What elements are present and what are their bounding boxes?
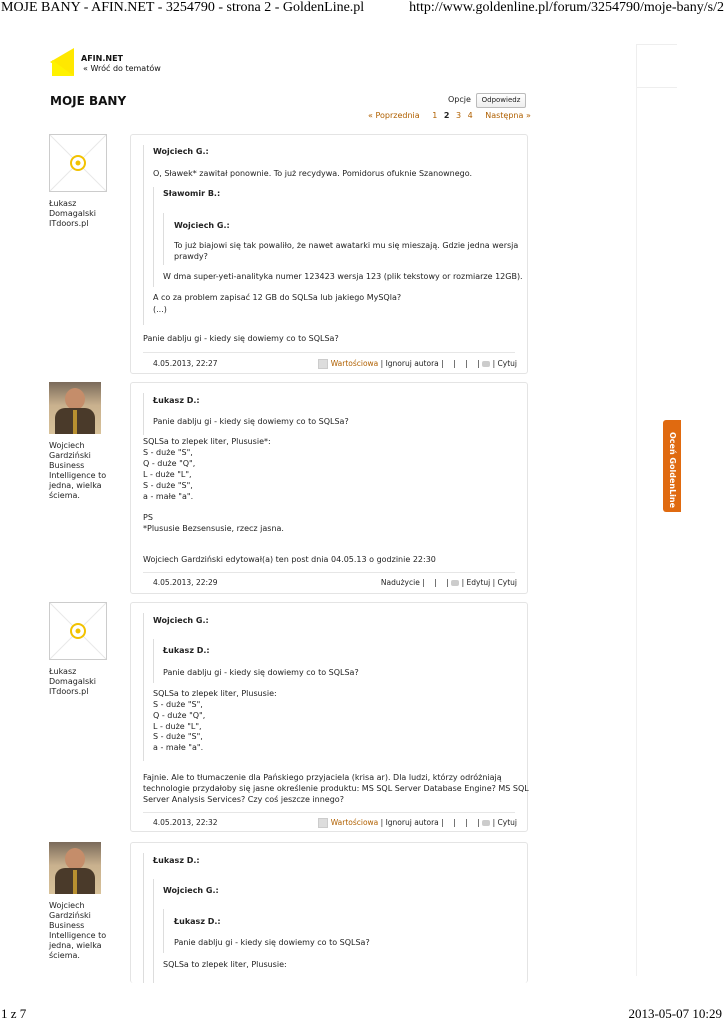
author-avatar-photo[interactable] <box>49 382 101 434</box>
forum-post <box>130 134 528 374</box>
forum-post <box>130 602 528 832</box>
forum-post <box>130 842 528 983</box>
author-description: Business Intelligence to jedna, wielka ściema. <box>49 461 107 500</box>
quote-text: Panie dablju gi - kiedy się dowiemy co to SQLSa? <box>153 417 349 426</box>
ignore-author-link[interactable]: Ignoruj autora <box>385 359 439 368</box>
quote-author: Łukasz D.: <box>174 917 221 926</box>
quote-author: Sławomir B.: <box>163 189 221 198</box>
print-footer <box>0 1006 724 1024</box>
quote-text: a - małe "a". <box>153 743 204 752</box>
post-body-line: Server Analysis Services? Czy coś jeszcze innego? <box>143 795 344 804</box>
quote-text: Panie dablju gi - kiedy się dowiemy co to SQLSa? <box>174 938 370 947</box>
back-to-topics-link[interactable]: « Wróć do tematów <box>83 64 161 73</box>
print-page-title: MOJE BANY - AFIN.NET - 3254790 - strona 2 - GoldenLine.pl <box>1 0 365 15</box>
post-date: 4.05.2013, 22:27 <box>153 359 218 368</box>
quote-author: Wojciech G.: <box>153 147 209 156</box>
group-logo-accent-icon <box>52 60 74 76</box>
quote-text: S - duże "S", <box>153 700 203 709</box>
post-body-line: PS <box>143 513 153 522</box>
author-name-link[interactable]: Łukasz Domagalski <box>49 199 96 218</box>
cite-link[interactable]: Cytuj <box>497 818 517 827</box>
pager-page-3[interactable]: 3 <box>455 111 462 120</box>
share-icon[interactable] <box>451 580 459 586</box>
pager-next-link[interactable]: Następna » <box>485 111 531 120</box>
post-author-info <box>49 441 111 501</box>
author-description: Business Intelligence to jedna, wielka ściema. <box>49 921 107 960</box>
share-icon[interactable] <box>482 361 490 367</box>
pagination <box>368 111 535 120</box>
author-company: ITdoors.pl <box>49 687 89 696</box>
rate-goldenline-tab[interactable] <box>663 420 681 512</box>
print-page-number: 1 z 7 <box>1 1006 27 1021</box>
quote-text: O, Sławek* zawitał ponownie. To już recydywa. Pomidorus ofuknie Szanownego. <box>153 169 473 178</box>
post-author-info <box>49 667 111 697</box>
pager-page-2-current: 2 <box>443 111 450 120</box>
post-body-line: Q - duże "Q", <box>143 459 196 468</box>
author-name-link[interactable]: Wojciech Gardziński <box>49 901 91 920</box>
quote-author: Wojciech G.: <box>163 886 219 895</box>
quote-author: Wojciech G.: <box>174 221 230 230</box>
options-link[interactable]: Opcje <box>448 95 471 104</box>
default-avatar-icon <box>50 603 106 659</box>
post-body: Panie dablju gi - kiedy się dowiemy co to SQLSa? <box>143 334 339 343</box>
edit-link[interactable]: Edytuj <box>466 578 491 587</box>
print-datetime: 2013-05-07 10:29 <box>628 1006 722 1021</box>
post-body-line: a - małe "a". <box>143 492 194 501</box>
right-panel-box <box>636 44 677 88</box>
quote-text: (...) <box>153 305 167 314</box>
post-body-line: SQLSa to zlepek liter, Plususie*: <box>143 437 271 446</box>
post-date: 4.05.2013, 22:29 <box>153 578 218 587</box>
post-body-line: Fajnie. Ale to tłumaczenie dla Pańskiego przyjaciela (krisa ar). Dla ludzi, którzy odróżniają <box>143 773 502 782</box>
cite-link[interactable]: Cytuj <box>497 359 517 368</box>
plus-icon <box>318 359 328 369</box>
post-body-line: S - duże "S", <box>143 448 193 457</box>
post-author-info <box>49 901 111 961</box>
avatar-placeholder[interactable] <box>49 134 107 192</box>
group-name[interactable]: AFIN.NET <box>81 54 123 63</box>
cite-link[interactable]: Cytuj <box>497 578 517 587</box>
default-avatar-icon <box>50 135 106 191</box>
post-body-line: S - duże "S", <box>143 481 193 490</box>
quote-text: prawdy? <box>174 252 208 261</box>
right-divider <box>636 86 637 976</box>
quote-author: Łukasz D.: <box>153 396 200 405</box>
rate-goldenline-label: Oceń GoldenLine <box>668 431 677 509</box>
quote-author: Łukasz D.: <box>163 646 210 655</box>
quote-text: Q - duże "Q", <box>153 711 206 720</box>
quote-text: SQLSa to zlepek liter, Plususie: <box>163 960 287 969</box>
reply-button[interactable]: Odpowiedz <box>476 93 526 108</box>
quote-text: To już biajowi się tak powaliło, że nawet awatarki mu się mieszają. Gdzie jedna wersja <box>174 241 519 250</box>
pager-prev-link[interactable]: « Poprzednia <box>368 111 420 120</box>
quote-author: Łukasz D.: <box>153 856 200 865</box>
quote-author: Wojciech G.: <box>153 616 209 625</box>
author-avatar-photo[interactable] <box>49 842 101 894</box>
quote-text: Panie dablju gi - kiedy się dowiemy co to SQLSa? <box>163 668 359 677</box>
author-name-link[interactable]: Wojciech Gardziński <box>49 441 91 460</box>
plus-icon <box>318 818 328 828</box>
post-body-line: technologie przydałoby się jasne określenie produktu: MS SQL Server Database Engine? MS SQL <box>143 784 529 793</box>
quote-text: W dma super-yeti-analityka numer 123423 wersja 123 (plik tekstowy or rozmiarze 12GB). <box>163 272 523 281</box>
post-actions: Wartościowa | Ignoruj autora | | | | | Cytuj <box>318 359 517 369</box>
quote-text: A co za problem zapisać 12 GB do SQLSa lub jakiego MySQla? <box>153 293 402 302</box>
author-company: ITdoors.pl <box>49 219 89 228</box>
post-date: 4.05.2013, 22:32 <box>153 818 218 827</box>
print-page-url: http://www.goldenline.pl/forum/3254790/moje-bany/s/2 <box>409 0 724 15</box>
report-abuse-link[interactable]: Nadużycie <box>380 578 420 587</box>
mark-valuable-link[interactable]: Wartościowa <box>330 818 379 827</box>
post-actions: Nadużycie | | | | Edytuj | Cytuj <box>380 578 517 587</box>
pager-page-1[interactable]: 1 <box>432 111 438 120</box>
ignore-author-link[interactable]: Ignoruj autora <box>385 818 439 827</box>
mark-valuable-link[interactable]: Wartościowa <box>330 359 379 368</box>
forum-post <box>130 382 528 594</box>
post-body-line: *Plususie Bezsensusie, rzecz jasna. <box>143 524 284 533</box>
pager-page-4[interactable]: 4 <box>467 111 473 120</box>
quote-text: S - duże "S", <box>153 732 203 741</box>
thread-title: MOJE BANY <box>50 94 127 108</box>
share-icon[interactable] <box>482 820 490 826</box>
post-author-info <box>49 199 111 229</box>
edited-note: Wojciech Gardziński edytował(a) ten post dnia 04.05.13 o godzinie 22:30 <box>143 555 436 564</box>
post-actions: Wartościowa | Ignoruj autora | | | | | Cytuj <box>318 818 517 828</box>
print-header <box>0 0 724 16</box>
quote-text: SQLSa to zlepek liter, Plususie: <box>153 689 277 698</box>
quote-text: L - duże "L", <box>153 722 202 731</box>
author-name-link[interactable]: Łukasz Domagalski <box>49 667 96 686</box>
post-body-line: L - duże "L", <box>143 470 192 479</box>
avatar-placeholder[interactable] <box>49 602 107 660</box>
